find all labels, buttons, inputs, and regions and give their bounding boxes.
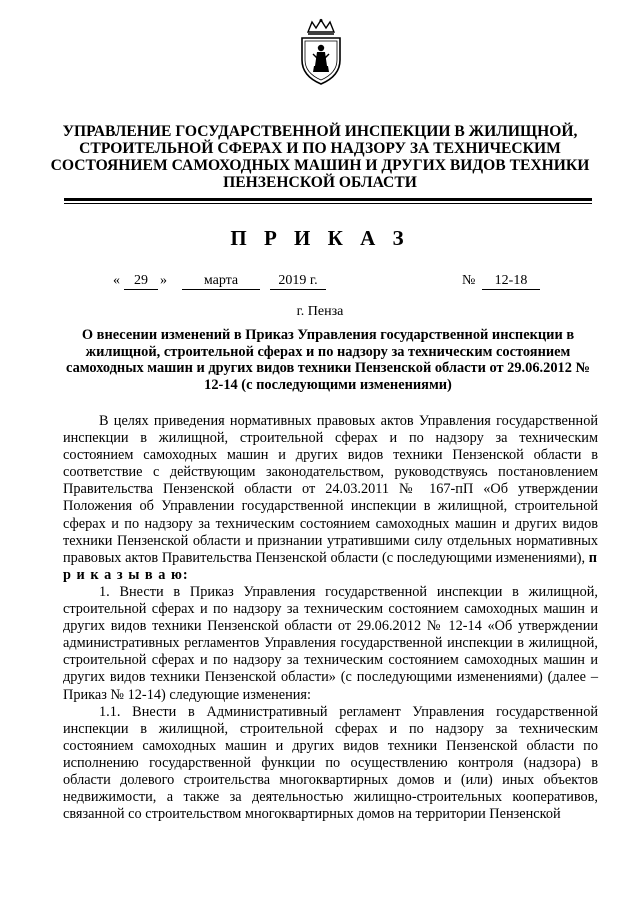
item-1-1-paragraph: 1.1. Внести в Административный регламент Управления государственной инспекции в жилищной, строительной сферах и по надзору за техническим состоянием самоходных машин и других видов техники Пензенской области по исполнению государственной функции по осуществлению контроля (надзора) в области долевого строительства многоквартирных домов и (или) иных объектов недвижимости, а также за деятельностью жилищно-строительных кооперативов, связанной со строительством многоквартирных домов на территории Пензенской	[63, 703, 598, 823]
item-1-paragraph: 1. Внести в Приказ Управления государственной инспекции в жилищной, строительной сферах и по надзору за техническим состоянием самоходных машин и других видов техники Пензенской области от 29.06.2012 № 12-14 «Об утверждении административных регламентов Управления государственной инспекции в жилищной, строительной сферах и по надзору за техническим состоянием самоходных машин и других видов техники Пензенской области» (с последующими изменениями) (далее – Приказ № 12-14) следующие изменения:	[63, 583, 598, 703]
order-number: 12-18	[482, 273, 540, 290]
date-month: марта	[182, 273, 260, 290]
header-divider-thin	[64, 203, 592, 204]
date-year: 2019 г.	[270, 273, 326, 290]
organization-name: УПРАВЛЕНИЕ ГОСУДАРСТВЕННОЙ ИНСПЕКЦИИ В ЖИЛИЩНОЙ, СТРОИТЕЛЬНОЙ СФЕРАХ И ПО НАДЗОРУ ЗА ТЕХНИЧЕСКИМ СОСТОЯНИЕМ САМОХОДНЫХ МАШИН И ДРУГИХ ВИДОВ ТЕХНИКИ ПЕНЗЕНСКОЙ ОБЛАСТИ	[50, 123, 590, 191]
document-title: П Р И К А З	[230, 226, 410, 250]
document-body	[63, 413, 598, 823]
date-day-wrap	[124, 273, 158, 290]
preamble-paragraph	[63, 413, 598, 584]
header-divider-thick	[64, 198, 592, 201]
date-close-quote: »	[160, 273, 167, 288]
coat-of-arms-icon	[296, 18, 346, 88]
city: г. Пенза	[296, 304, 344, 319]
order-number-wrap	[482, 273, 540, 290]
date-year-wrap	[270, 273, 326, 290]
number-sign: №	[462, 273, 476, 288]
preamble-text: В целях приведения нормативных правовых актов Управления государственной инспекции в жилищной, строительной сферах и по надзору за техническим состоянием самоходных машин и других видов техники Пензенской области в соответствие с действующим законодательством, руководствуясь постановлением Правительства Пензенской области от 24.03.2011 № 167-пП «Об утверждении Положения об Управлении государственной инспекции в жилищной, строительной сферах и по надзору за техническим состоянием самоходных машин и других видов техники Пензенской области и признании утратившими силу отдельных нормативных правовых актов Правительства Пензенской области (с последующими изменениями),	[63, 413, 598, 566]
date-day: 29	[124, 273, 158, 290]
date-month-wrap	[182, 273, 260, 290]
document-subject: О внесении изменений в Приказ Управления государственной инспекции в жилищной, строительной сферах и по надзору за техническим состоянием самоходных машин и других видов техники Пензенской области от 29.06.2012 № 12-14 (с последующими изменениями)	[66, 327, 590, 393]
date-open-quote: «	[113, 273, 120, 288]
orders-word: п р и к а з ы в а ю:	[63, 549, 598, 583]
